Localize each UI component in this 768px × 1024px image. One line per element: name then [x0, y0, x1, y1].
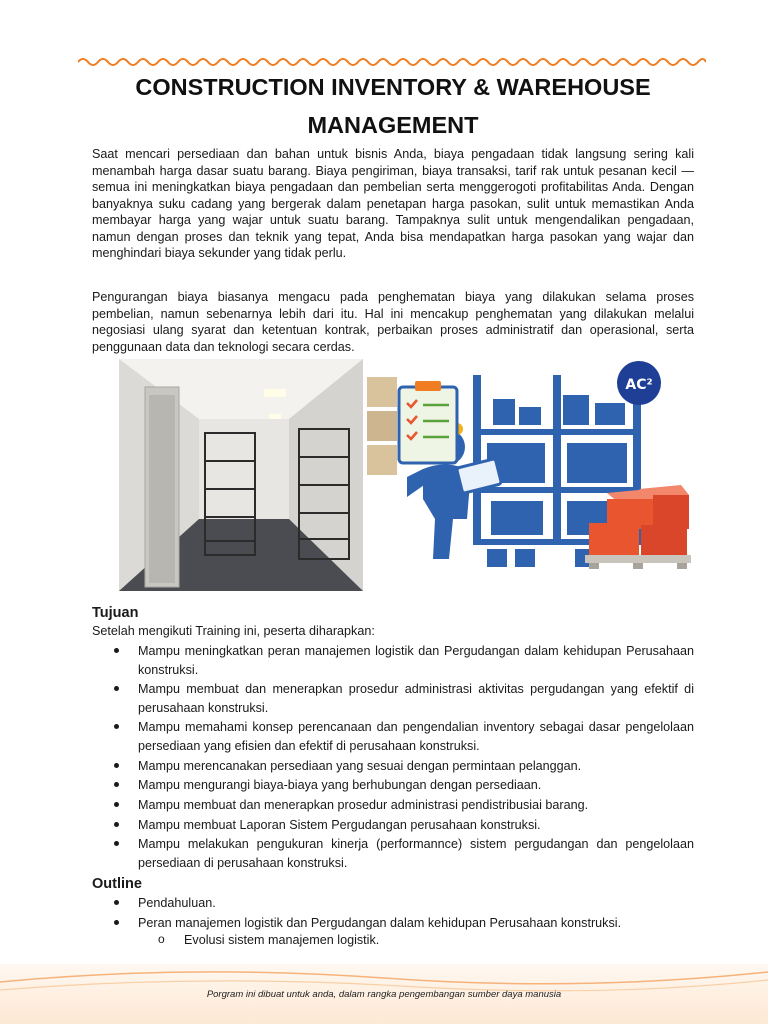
list-item: Mampu membuat dan menerapkan prosedur administrasi aktivitas pergudangan yang efektif di perusahaan konstruksi.	[92, 680, 694, 717]
list-item: Mampu membuat dan menerapkan prosedur administrasi pendistribusiai barang.	[92, 796, 694, 815]
document-title: CONSTRUCTION INVENTORY & WAREHOUSE MANAGEMENT	[135, 74, 651, 138]
tujuan-heading: Tujuan	[92, 605, 139, 621]
intro-paragraph-1: Saat mencari persediaan dan bahan untuk bisnis Anda, biaya pengadaan tidak langsung sering kali menambah harga dasar suatu barang. Biaya pengiriman, biaya transaksi, tarif rak untuk pesanan kecil — semua ini meningkatkan biaya pengadaan dan pembelian serta menggerogoti profitabilitas Anda. Dengan banyaknya suku cadang yang bergerak dalam penetapan harga pasokan, sulit untuk memastikan Anda membayar harga yang wajar untuk suatu barang. Tampaknya sulit untuk mengendalikan pengadaan, namun dengan proses dan teknik yang tepat, Anda bisa mendapatkan harga pasokan yang wajar dan menghindari biaya sekunder yang tidak perlu.	[92, 147, 694, 260]
footer-text: Porgram ini dibuat untuk anda, dalam rangka pengembangan sumber daya manusia	[206, 989, 562, 1000]
ac2-logo: AC²	[625, 377, 653, 393]
list-item: Mampu meningkatkan peran manajemen logistik dan Pergudangan dalam kehidupan Perusahaan konstruksi.	[92, 642, 694, 679]
list-item: Mampu mengurangi biaya-biaya yang berhubungan dengan persediaan.	[92, 776, 694, 795]
list-item: Peran manajemen logistik dan Pergudangan dalam kehidupan Perusahaan konstruksi.	[92, 914, 694, 933]
outline-sub-item: Evolusi sistem manajemen logistik.	[184, 933, 380, 947]
tujuan-list	[92, 642, 694, 874]
tujuan-intro: Setelah mengikuti Training ini, peserta diharapkan:	[92, 624, 375, 638]
outline-list	[92, 894, 694, 933]
warehouse-corridor-photo	[119, 359, 363, 591]
header-wave-divider	[78, 56, 706, 68]
warehouse-illustration	[363, 359, 693, 591]
list-item: Mampu melakukan pengukuran kinerja (performannce) sistem pergudangan dan pengelolaan persediaan di perusahaan konstruksi.	[92, 835, 694, 872]
outline-heading: Outline	[92, 876, 142, 892]
list-item: Pendahuluan.	[92, 894, 694, 913]
list-item: Mampu memahami konsep perencanaan dan pengendalian inventory sebagai dasar pengelolaan persediaan yang efisien dan efektif di perusahaan konstruksi.	[92, 718, 694, 755]
sub-list-marker: o	[158, 932, 165, 946]
list-item: Mampu merencanakan persediaan yang sesuai dengan permintaan pelanggan.	[92, 757, 694, 776]
list-item: Mampu membuat Laporan Sistem Pergudangan perusahaan konstruksi.	[92, 816, 694, 835]
intro-paragraph-2: Pengurangan biaya biasanya mengacu pada penghematan biaya yang dilakukan selama proses pembelian, namun sebenarnya lebih dari itu. Hal ini mencakup penghematan yang dilakukan melalui negosiasi ulang syarat dan ketentuan kontrak, perbaikan proses administratif dan operasional, serta penggunaan data dan teknologi secara cerdas.	[92, 290, 694, 354]
